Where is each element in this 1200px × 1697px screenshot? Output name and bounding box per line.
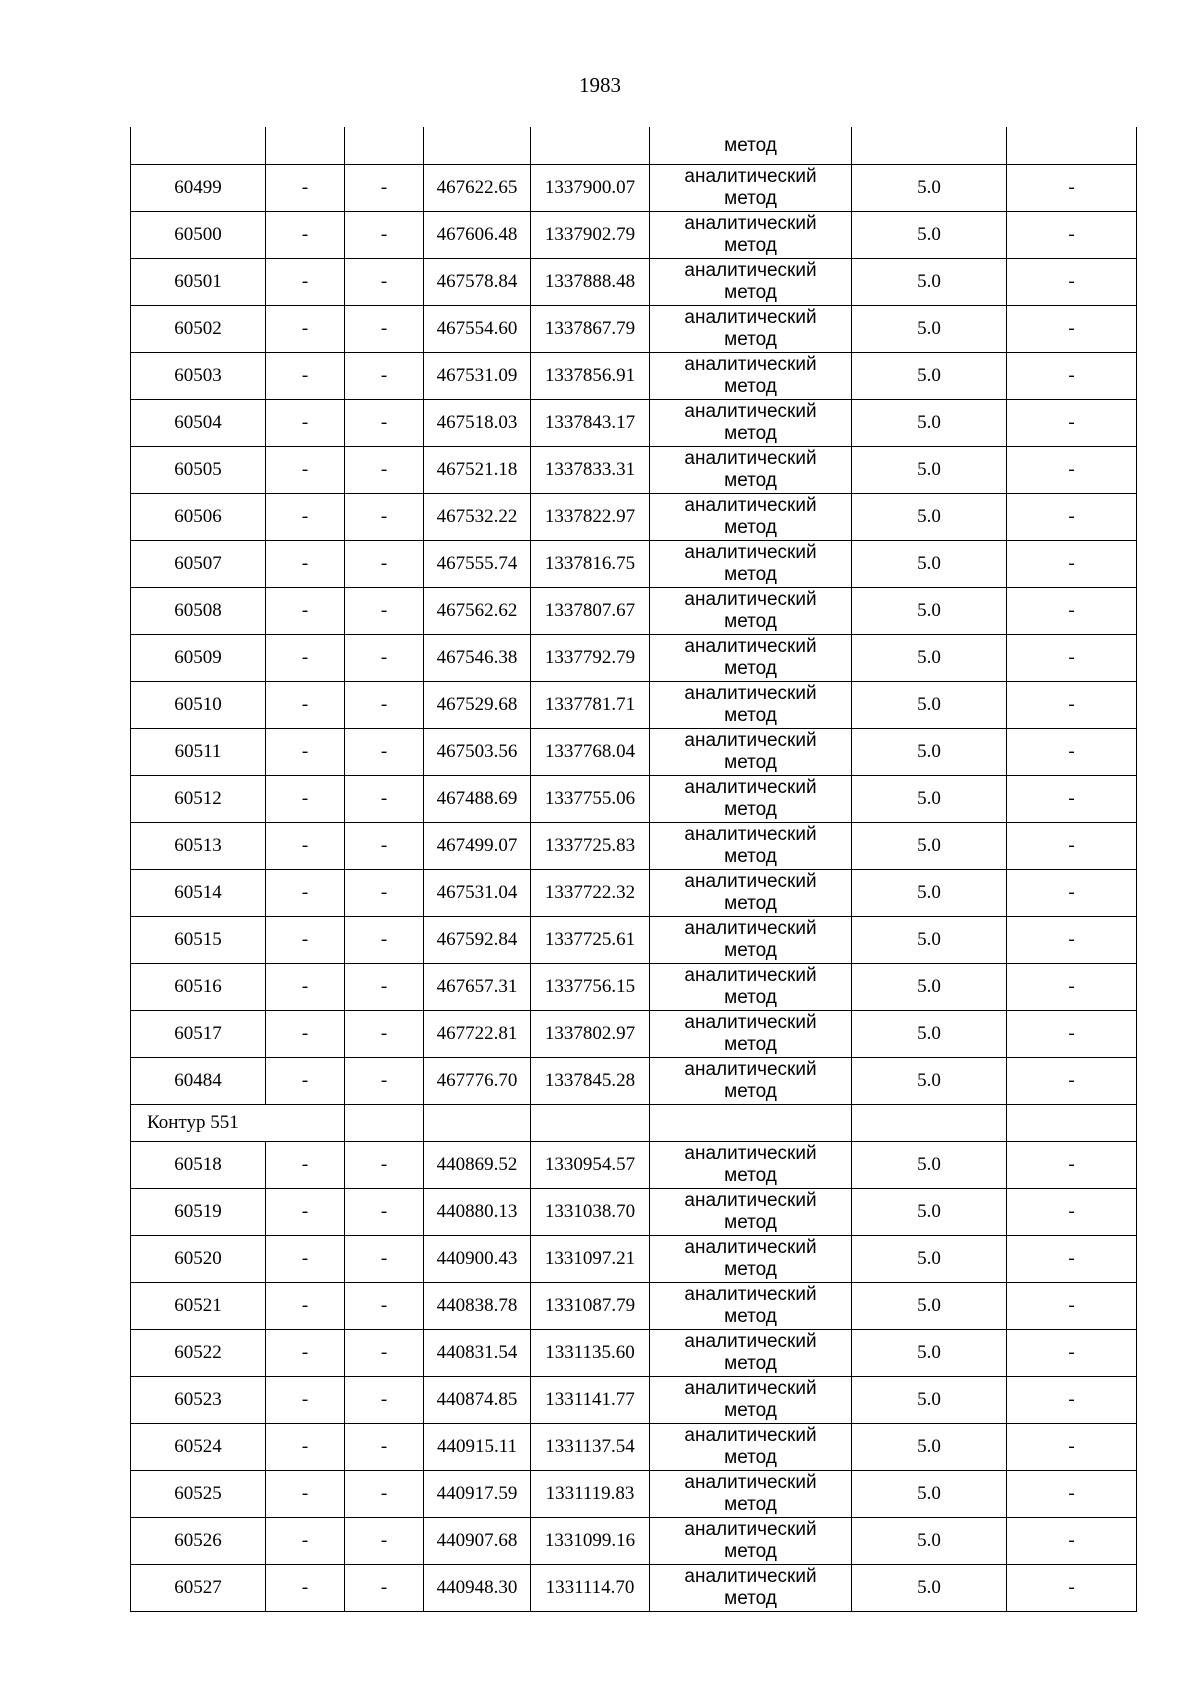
y-coordinate-cell: 1331135.60 bbox=[531, 1330, 650, 1377]
table-body bbox=[131, 127, 1137, 1612]
accuracy-cell: 5.0 bbox=[852, 776, 1007, 823]
table-row bbox=[131, 494, 1137, 541]
accuracy-cell: 5.0 bbox=[852, 682, 1007, 729]
empty-value-cell: - bbox=[345, 1565, 424, 1612]
empty-value-cell: - bbox=[1007, 1058, 1137, 1105]
point-id-cell: 60505 bbox=[131, 447, 266, 494]
empty-value-cell: - bbox=[1007, 1189, 1137, 1236]
empty-value-cell: - bbox=[266, 1471, 345, 1518]
accuracy-cell: 5.0 bbox=[852, 1058, 1007, 1105]
empty-value-cell: - bbox=[345, 400, 424, 447]
accuracy-cell: 5.0 bbox=[852, 1424, 1007, 1471]
x-coordinate-cell: 467578.84 bbox=[424, 259, 531, 306]
point-id-cell: 60508 bbox=[131, 588, 266, 635]
point-id-cell: 60511 bbox=[131, 729, 266, 776]
empty-value-cell: - bbox=[345, 1424, 424, 1471]
table-row bbox=[131, 588, 1137, 635]
empty-value-cell: - bbox=[1007, 1377, 1137, 1424]
x-coordinate-cell: 467531.04 bbox=[424, 870, 531, 917]
method-cell: аналитический метод bbox=[650, 306, 852, 353]
point-id-cell: 60507 bbox=[131, 541, 266, 588]
table-row bbox=[131, 1424, 1137, 1471]
table-row bbox=[131, 400, 1137, 447]
method-cell: аналитический метод bbox=[650, 823, 852, 870]
empty-value-cell: - bbox=[266, 635, 345, 682]
x-coordinate-cell: 467562.62 bbox=[424, 588, 531, 635]
empty-value-cell: - bbox=[1007, 1283, 1137, 1330]
table-row bbox=[131, 635, 1137, 682]
empty-value-cell: - bbox=[266, 494, 345, 541]
method-cell: аналитический метод bbox=[650, 870, 852, 917]
empty-cell bbox=[1007, 1105, 1137, 1142]
empty-cell bbox=[650, 1105, 852, 1142]
method-cell: аналитический метод bbox=[650, 964, 852, 1011]
empty-value-cell: - bbox=[266, 823, 345, 870]
x-coordinate-cell: 440874.85 bbox=[424, 1377, 531, 1424]
method-cell: аналитический метод bbox=[650, 1565, 852, 1612]
point-id-cell: 60510 bbox=[131, 682, 266, 729]
empty-value-cell: - bbox=[266, 1424, 345, 1471]
table-row bbox=[131, 1565, 1137, 1612]
table-row bbox=[131, 541, 1137, 588]
table-row bbox=[131, 212, 1137, 259]
accuracy-cell: 5.0 bbox=[852, 1565, 1007, 1612]
empty-value-cell: - bbox=[345, 635, 424, 682]
y-coordinate-cell: 1331097.21 bbox=[531, 1236, 650, 1283]
table-row bbox=[131, 165, 1137, 212]
x-coordinate-cell: 467531.09 bbox=[424, 353, 531, 400]
empty-value-cell: - bbox=[266, 1236, 345, 1283]
method-cell: метод bbox=[650, 127, 852, 165]
empty-value-cell: - bbox=[266, 400, 345, 447]
x-coordinate-cell: 440915.11 bbox=[424, 1424, 531, 1471]
point-id-cell: 60509 bbox=[131, 635, 266, 682]
empty-value-cell: - bbox=[266, 870, 345, 917]
empty-value-cell: - bbox=[1007, 1424, 1137, 1471]
table-row bbox=[131, 917, 1137, 964]
empty-value-cell: - bbox=[345, 870, 424, 917]
accuracy-cell: 5.0 bbox=[852, 588, 1007, 635]
point-id-cell: 60506 bbox=[131, 494, 266, 541]
table-row bbox=[131, 1471, 1137, 1518]
method-cell: аналитический метод bbox=[650, 1236, 852, 1283]
empty-value-cell: - bbox=[266, 541, 345, 588]
method-cell: аналитический метод bbox=[650, 682, 852, 729]
y-coordinate-cell: 1331099.16 bbox=[531, 1518, 650, 1565]
table-row bbox=[131, 259, 1137, 306]
empty-value-cell: - bbox=[345, 212, 424, 259]
table-row bbox=[131, 1330, 1137, 1377]
accuracy-cell: 5.0 bbox=[852, 1236, 1007, 1283]
page-number: 1983 bbox=[579, 73, 621, 97]
empty-value-cell: - bbox=[1007, 588, 1137, 635]
empty-value-cell: - bbox=[266, 1011, 345, 1058]
method-cell: аналитический метод bbox=[650, 447, 852, 494]
accuracy-cell: 5.0 bbox=[852, 870, 1007, 917]
empty-value-cell: - bbox=[345, 353, 424, 400]
accuracy-cell: 5.0 bbox=[852, 353, 1007, 400]
x-coordinate-cell: 467592.84 bbox=[424, 917, 531, 964]
point-id-cell: 60503 bbox=[131, 353, 266, 400]
point-id-cell: 60512 bbox=[131, 776, 266, 823]
y-coordinate-cell: 1337722.32 bbox=[531, 870, 650, 917]
accuracy-cell: 5.0 bbox=[852, 1471, 1007, 1518]
method-cell: аналитический метод bbox=[650, 1142, 852, 1189]
x-coordinate-cell: 440948.30 bbox=[424, 1565, 531, 1612]
accuracy-cell: 5.0 bbox=[852, 447, 1007, 494]
empty-value-cell: - bbox=[266, 165, 345, 212]
accuracy-cell: 5.0 bbox=[852, 165, 1007, 212]
empty-value-cell: - bbox=[266, 729, 345, 776]
empty-value-cell: - bbox=[345, 1471, 424, 1518]
method-cell: аналитический метод bbox=[650, 1518, 852, 1565]
point-id-cell: 60513 bbox=[131, 823, 266, 870]
method-cell: аналитический метод bbox=[650, 353, 852, 400]
point-id-cell: 60500 bbox=[131, 212, 266, 259]
accuracy-cell: 5.0 bbox=[852, 541, 1007, 588]
accuracy-cell: 5.0 bbox=[852, 1011, 1007, 1058]
point-id-cell: 60521 bbox=[131, 1283, 266, 1330]
method-cell: аналитический метод bbox=[650, 1189, 852, 1236]
y-coordinate-cell: 1331141.77 bbox=[531, 1377, 650, 1424]
section-row bbox=[131, 1105, 1137, 1142]
method-cell: аналитический метод bbox=[650, 1330, 852, 1377]
empty-cell bbox=[531, 1105, 650, 1142]
y-coordinate-cell: 1337845.28 bbox=[531, 1058, 650, 1105]
empty-value-cell: - bbox=[345, 165, 424, 212]
table-row bbox=[131, 964, 1137, 1011]
x-coordinate-cell: 467529.68 bbox=[424, 682, 531, 729]
empty-value-cell: - bbox=[1007, 306, 1137, 353]
empty-value-cell: - bbox=[1007, 635, 1137, 682]
table-row bbox=[131, 1189, 1137, 1236]
empty-value-cell: - bbox=[1007, 729, 1137, 776]
accuracy-cell: 5.0 bbox=[852, 917, 1007, 964]
empty-value-cell: - bbox=[266, 1377, 345, 1424]
empty-cell bbox=[345, 1105, 424, 1142]
x-coordinate-cell: 440831.54 bbox=[424, 1330, 531, 1377]
method-cell: аналитический метод bbox=[650, 1058, 852, 1105]
empty-value-cell: - bbox=[1007, 353, 1137, 400]
empty-value-cell: - bbox=[1007, 870, 1137, 917]
empty-value-cell: - bbox=[345, 823, 424, 870]
accuracy-cell: 5.0 bbox=[852, 823, 1007, 870]
empty-value-cell: - bbox=[1007, 1518, 1137, 1565]
method-cell: аналитический метод bbox=[650, 917, 852, 964]
method-cell: аналитический метод bbox=[650, 776, 852, 823]
x-coordinate-cell: 467546.38 bbox=[424, 635, 531, 682]
empty-value-cell: - bbox=[345, 259, 424, 306]
point-id-cell: 60519 bbox=[131, 1189, 266, 1236]
x-coordinate-cell: 467503.56 bbox=[424, 729, 531, 776]
x-coordinate-cell: 467606.48 bbox=[424, 212, 531, 259]
empty-value-cell: - bbox=[1007, 964, 1137, 1011]
y-coordinate-cell: 1337888.48 bbox=[531, 259, 650, 306]
empty-value-cell: - bbox=[345, 1330, 424, 1377]
y-coordinate-cell: 1337900.07 bbox=[531, 165, 650, 212]
empty-value-cell: - bbox=[1007, 400, 1137, 447]
empty-value-cell: - bbox=[1007, 1011, 1137, 1058]
y-coordinate-cell: 1337822.97 bbox=[531, 494, 650, 541]
empty-value-cell: - bbox=[1007, 1330, 1137, 1377]
empty-value-cell: - bbox=[266, 1283, 345, 1330]
coordinates-table bbox=[130, 127, 1137, 1612]
x-coordinate-cell: 440869.52 bbox=[424, 1142, 531, 1189]
table-row bbox=[131, 1377, 1137, 1424]
empty-value-cell: - bbox=[345, 1189, 424, 1236]
empty-value-cell: - bbox=[1007, 823, 1137, 870]
table-row bbox=[131, 353, 1137, 400]
empty-value-cell: - bbox=[1007, 682, 1137, 729]
table-row bbox=[131, 682, 1137, 729]
point-id-cell: 60504 bbox=[131, 400, 266, 447]
y-coordinate-cell: 1331137.54 bbox=[531, 1424, 650, 1471]
x-coordinate-cell: 467776.70 bbox=[424, 1058, 531, 1105]
y-coordinate-cell: 1331114.70 bbox=[531, 1565, 650, 1612]
accuracy-cell: 5.0 bbox=[852, 1330, 1007, 1377]
x-coordinate-cell: 467555.74 bbox=[424, 541, 531, 588]
method-cell: аналитический метод bbox=[650, 1424, 852, 1471]
point-id-cell: 60501 bbox=[131, 259, 266, 306]
x-coordinate-cell: 467622.65 bbox=[424, 165, 531, 212]
empty-value-cell: - bbox=[345, 447, 424, 494]
method-cell: аналитический метод bbox=[650, 1377, 852, 1424]
empty-value-cell: - bbox=[345, 1142, 424, 1189]
y-coordinate-cell: 1331119.83 bbox=[531, 1471, 650, 1518]
empty-value-cell: - bbox=[1007, 212, 1137, 259]
empty-value-cell: - bbox=[266, 776, 345, 823]
y-coordinate-cell: 1337802.97 bbox=[531, 1011, 650, 1058]
table-row bbox=[131, 729, 1137, 776]
y-coordinate-cell: 1331038.70 bbox=[531, 1189, 650, 1236]
point-id-cell: 60524 bbox=[131, 1424, 266, 1471]
empty-value-cell: - bbox=[266, 353, 345, 400]
empty-value-cell: - bbox=[345, 917, 424, 964]
y-coordinate-cell: 1337725.83 bbox=[531, 823, 650, 870]
table-row bbox=[131, 306, 1137, 353]
y-coordinate-cell: 1337756.15 bbox=[531, 964, 650, 1011]
empty-value-cell: - bbox=[345, 1236, 424, 1283]
table-row bbox=[131, 776, 1137, 823]
method-cell: аналитический метод bbox=[650, 588, 852, 635]
empty-value-cell: - bbox=[345, 306, 424, 353]
empty-value-cell: - bbox=[1007, 1236, 1137, 1283]
empty-value-cell: - bbox=[266, 1518, 345, 1565]
empty-value-cell: - bbox=[1007, 1565, 1137, 1612]
x-coordinate-cell: 440838.78 bbox=[424, 1283, 531, 1330]
point-id-cell: 60526 bbox=[131, 1518, 266, 1565]
empty-value-cell: - bbox=[266, 917, 345, 964]
section-title: Контур 551 bbox=[131, 1105, 345, 1142]
y-coordinate-cell: 1337902.79 bbox=[531, 212, 650, 259]
accuracy-cell: 5.0 bbox=[852, 964, 1007, 1011]
method-cell: аналитический метод bbox=[650, 212, 852, 259]
point-id-cell: 60527 bbox=[131, 1565, 266, 1612]
x-coordinate-cell: 467499.07 bbox=[424, 823, 531, 870]
y-coordinate-cell: 1337856.91 bbox=[531, 353, 650, 400]
empty-value-cell: - bbox=[266, 682, 345, 729]
point-id-cell: 60517 bbox=[131, 1011, 266, 1058]
method-cell: аналитический метод bbox=[650, 400, 852, 447]
table-row bbox=[131, 1058, 1137, 1105]
accuracy-cell: 5.0 bbox=[852, 259, 1007, 306]
method-cell: аналитический метод bbox=[650, 494, 852, 541]
method-cell: аналитический метод bbox=[650, 1471, 852, 1518]
empty-value-cell: - bbox=[1007, 494, 1137, 541]
empty-value-cell: - bbox=[1007, 447, 1137, 494]
accuracy-cell: 5.0 bbox=[852, 494, 1007, 541]
point-id-cell: 60516 bbox=[131, 964, 266, 1011]
empty-value-cell: - bbox=[266, 447, 345, 494]
table-row bbox=[131, 1283, 1137, 1330]
accuracy-cell: 5.0 bbox=[852, 1283, 1007, 1330]
accuracy-cell: 5.0 bbox=[852, 1518, 1007, 1565]
method-cell: аналитический метод bbox=[650, 635, 852, 682]
accuracy-cell: 5.0 bbox=[852, 635, 1007, 682]
continuation-row bbox=[131, 127, 1137, 165]
empty-value-cell: - bbox=[266, 588, 345, 635]
y-coordinate-cell: 1337867.79 bbox=[531, 306, 650, 353]
accuracy-cell: 5.0 bbox=[852, 306, 1007, 353]
point-id-cell: 60514 bbox=[131, 870, 266, 917]
accuracy-cell: 5.0 bbox=[852, 400, 1007, 447]
empty-value-cell: - bbox=[1007, 917, 1137, 964]
y-coordinate-cell: 1337755.06 bbox=[531, 776, 650, 823]
empty-value-cell: - bbox=[266, 1058, 345, 1105]
empty-cell bbox=[852, 1105, 1007, 1142]
method-cell: аналитический метод bbox=[650, 1011, 852, 1058]
empty-value-cell: - bbox=[266, 1142, 345, 1189]
empty-value-cell: - bbox=[345, 729, 424, 776]
point-id-cell: 60499 bbox=[131, 165, 266, 212]
empty-value-cell: - bbox=[266, 306, 345, 353]
point-id-cell: 60515 bbox=[131, 917, 266, 964]
y-coordinate-cell: 1337807.67 bbox=[531, 588, 650, 635]
point-id-cell: 60484 bbox=[131, 1058, 266, 1105]
empty-value-cell: - bbox=[266, 212, 345, 259]
empty-value-cell: - bbox=[1007, 541, 1137, 588]
method-cell: аналитический метод bbox=[650, 1283, 852, 1330]
table-row bbox=[131, 447, 1137, 494]
empty-value-cell: - bbox=[345, 1377, 424, 1424]
empty-value-cell: - bbox=[266, 964, 345, 1011]
x-coordinate-cell: 467518.03 bbox=[424, 400, 531, 447]
y-coordinate-cell: 1337725.61 bbox=[531, 917, 650, 964]
x-coordinate-cell: 440917.59 bbox=[424, 1471, 531, 1518]
empty-value-cell: - bbox=[345, 1518, 424, 1565]
empty-value-cell: - bbox=[1007, 259, 1137, 306]
method-cell: аналитический метод bbox=[650, 729, 852, 776]
empty-value-cell: - bbox=[1007, 165, 1137, 212]
empty-value-cell: - bbox=[1007, 1471, 1137, 1518]
x-coordinate-cell: 467488.69 bbox=[424, 776, 531, 823]
y-coordinate-cell: 1337816.75 bbox=[531, 541, 650, 588]
empty-value-cell: - bbox=[345, 964, 424, 1011]
x-coordinate-cell: 440900.43 bbox=[424, 1236, 531, 1283]
method-cell: аналитический метод bbox=[650, 259, 852, 306]
table-row bbox=[131, 1518, 1137, 1565]
y-coordinate-cell: 1337843.17 bbox=[531, 400, 650, 447]
y-coordinate-cell: 1337781.71 bbox=[531, 682, 650, 729]
accuracy-cell: 5.0 bbox=[852, 1142, 1007, 1189]
empty-value-cell: - bbox=[345, 1058, 424, 1105]
table-row bbox=[131, 1236, 1137, 1283]
empty-value-cell: - bbox=[345, 1011, 424, 1058]
table-row bbox=[131, 870, 1137, 917]
x-coordinate-cell: 467722.81 bbox=[424, 1011, 531, 1058]
empty-value-cell: - bbox=[266, 1330, 345, 1377]
table-row bbox=[131, 823, 1137, 870]
empty-value-cell: - bbox=[345, 682, 424, 729]
accuracy-cell: 5.0 bbox=[852, 729, 1007, 776]
empty-value-cell: - bbox=[345, 541, 424, 588]
point-id-cell: 60522 bbox=[131, 1330, 266, 1377]
empty-value-cell: - bbox=[1007, 776, 1137, 823]
empty-value-cell: - bbox=[345, 776, 424, 823]
y-coordinate-cell: 1331087.79 bbox=[531, 1283, 650, 1330]
empty-cell bbox=[424, 1105, 531, 1142]
empty-value-cell: - bbox=[266, 1189, 345, 1236]
x-coordinate-cell: 467657.31 bbox=[424, 964, 531, 1011]
point-id-cell: 60502 bbox=[131, 306, 266, 353]
point-id-cell: 60518 bbox=[131, 1142, 266, 1189]
table-row bbox=[131, 1142, 1137, 1189]
method-cell: аналитический метод bbox=[650, 165, 852, 212]
accuracy-cell: 5.0 bbox=[852, 1377, 1007, 1424]
empty-value-cell: - bbox=[266, 259, 345, 306]
empty-value-cell: - bbox=[345, 588, 424, 635]
empty-value-cell: - bbox=[345, 494, 424, 541]
x-coordinate-cell: 467521.18 bbox=[424, 447, 531, 494]
x-coordinate-cell: 467532.22 bbox=[424, 494, 531, 541]
accuracy-cell: 5.0 bbox=[852, 212, 1007, 259]
accuracy-cell: 5.0 bbox=[852, 1189, 1007, 1236]
x-coordinate-cell: 440880.13 bbox=[424, 1189, 531, 1236]
point-id-cell: 60523 bbox=[131, 1377, 266, 1424]
y-coordinate-cell: 1330954.57 bbox=[531, 1142, 650, 1189]
y-coordinate-cell: 1337833.31 bbox=[531, 447, 650, 494]
point-id-cell: 60525 bbox=[131, 1471, 266, 1518]
method-cell: аналитический метод bbox=[650, 541, 852, 588]
x-coordinate-cell: 440907.68 bbox=[424, 1518, 531, 1565]
table-row bbox=[131, 1011, 1137, 1058]
x-coordinate-cell: 467554.60 bbox=[424, 306, 531, 353]
empty-value-cell: - bbox=[345, 1283, 424, 1330]
y-coordinate-cell: 1337768.04 bbox=[531, 729, 650, 776]
point-id-cell: 60520 bbox=[131, 1236, 266, 1283]
y-coordinate-cell: 1337792.79 bbox=[531, 635, 650, 682]
empty-value-cell: - bbox=[1007, 1142, 1137, 1189]
empty-value-cell: - bbox=[266, 1565, 345, 1612]
